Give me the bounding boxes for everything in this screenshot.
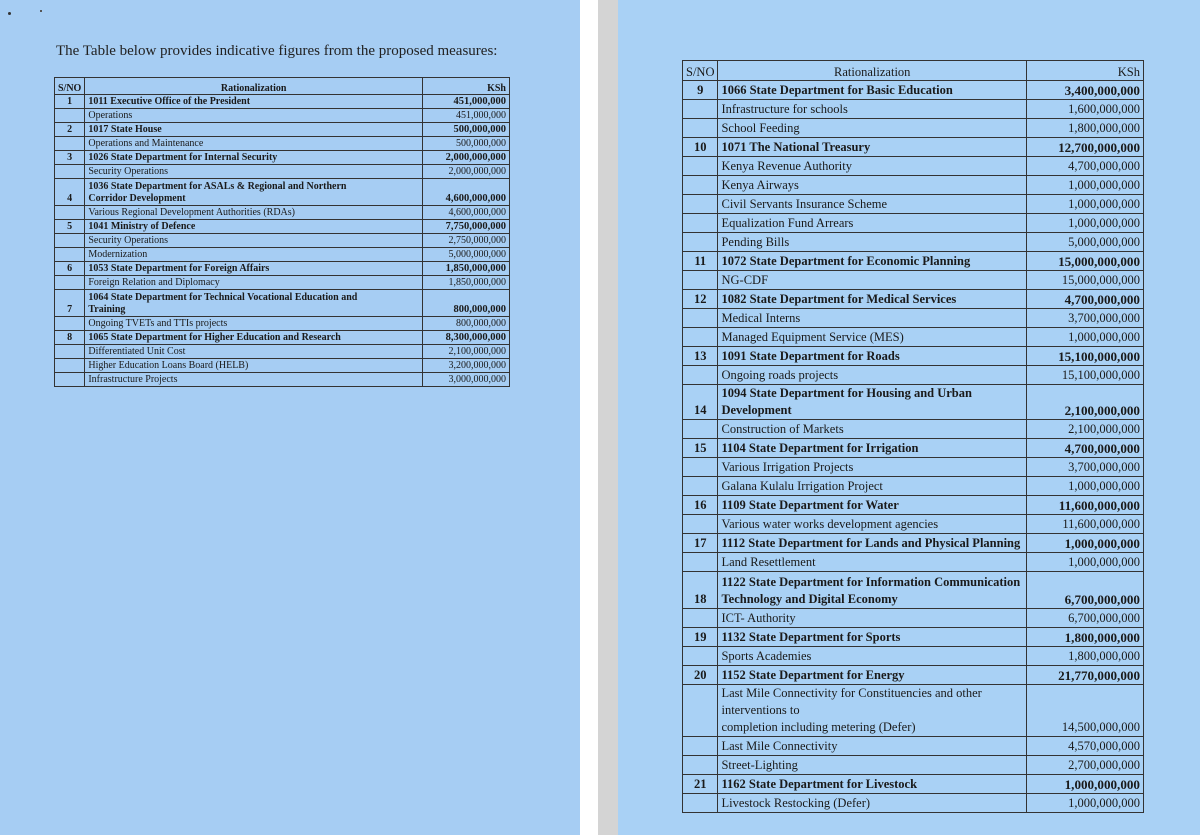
rationalization-cell: Higher Education Loans Board (HELB) — [85, 359, 423, 373]
page-gap-shadow — [598, 0, 618, 835]
table-row-item — [55, 206, 510, 220]
rationalization-cell: 1152 State Department for Energy — [718, 666, 1027, 685]
rationalization-cell: 1094 State Department for Housing and Urban Development — [718, 385, 1027, 420]
sno-cell — [55, 248, 85, 262]
rationalization-cell: Galana Kulalu Irrigation Project — [718, 477, 1027, 496]
amount-cell: 7,750,000,000 — [423, 220, 510, 234]
rationalization-cell: 1065 State Department for Higher Education and Research — [85, 331, 423, 345]
rationalization-cell — [718, 685, 1027, 737]
rationalization-cell: 1011 Executive Office of the President — [85, 95, 423, 109]
table-row-item — [683, 609, 1144, 628]
table-row-item — [55, 137, 510, 151]
amount-cell: 451,000,000 — [423, 109, 510, 123]
amount-cell: 4,700,000,000 — [1027, 290, 1144, 309]
amount-cell: 8,300,000,000 — [423, 331, 510, 345]
rationalization-cell: Ongoing roads projects — [718, 366, 1027, 385]
table-row-item — [683, 647, 1144, 666]
sno-cell — [683, 366, 718, 385]
sno-cell: 20 — [683, 666, 718, 685]
rationalization-cell: 1132 State Department for Sports — [718, 628, 1027, 647]
table-row-department — [683, 252, 1144, 271]
rationalization-cell: Foreign Relation and Diplomacy — [85, 276, 423, 290]
table-row-department — [55, 151, 510, 165]
rationalization-cell: Equalization Fund Arrears — [718, 214, 1027, 233]
sno-cell — [683, 420, 718, 439]
sno-cell: 9 — [683, 81, 718, 100]
table-row-item — [55, 109, 510, 123]
sno-cell: 21 — [683, 775, 718, 794]
table-row-item — [55, 317, 510, 331]
rationalization-line: 1036 State Department for ASALs & Regional and Northern — [88, 181, 347, 192]
table-row-item — [683, 420, 1144, 439]
sno-cell — [683, 157, 718, 176]
amount-cell: 2,000,000,000 — [423, 165, 510, 179]
table-row-item — [55, 165, 510, 179]
table-row-department — [683, 385, 1144, 420]
table-row-item — [683, 458, 1144, 477]
table-row-department — [683, 347, 1144, 366]
sno-cell — [55, 345, 85, 359]
sno-cell — [55, 109, 85, 123]
sno-cell: 6 — [55, 262, 85, 276]
rationalization-line: 1122 State Department for Information Communication — [721, 575, 1021, 589]
amount-cell: 1,000,000,000 — [1027, 328, 1144, 347]
sno-cell — [55, 317, 85, 331]
sno-cell — [683, 214, 718, 233]
sno-cell — [683, 195, 718, 214]
rationalization-cell: School Feeding — [718, 119, 1027, 138]
rationalization-cell: Livestock Restocking (Defer) — [718, 794, 1027, 813]
sno-cell — [683, 647, 718, 666]
table-row-item — [683, 685, 1144, 737]
right-table — [682, 60, 1144, 813]
header-rationalization: Rationalization — [85, 78, 423, 95]
sno-cell: 19 — [683, 628, 718, 647]
table-row-item — [683, 233, 1144, 252]
amount-cell: 1,000,000,000 — [1027, 553, 1144, 572]
rationalization-line: completion including metering (Defer) — [721, 720, 916, 734]
table-row-department — [683, 628, 1144, 647]
table-row-department — [683, 496, 1144, 515]
amount-cell: 2,100,000,000 — [1027, 420, 1144, 439]
amount-cell: 2,750,000,000 — [423, 234, 510, 248]
sno-cell: 14 — [683, 385, 718, 420]
sno-cell: 12 — [683, 290, 718, 309]
rationalization-cell — [85, 179, 423, 206]
sno-cell — [683, 609, 718, 628]
sno-cell — [683, 794, 718, 813]
amount-cell: 1,000,000,000 — [1027, 195, 1144, 214]
header-rationalization: Rationalization — [718, 61, 1027, 81]
table-row-department — [55, 220, 510, 234]
sno-cell: 2 — [55, 123, 85, 137]
table-row-department — [683, 534, 1144, 553]
rationalization-cell: Various water works development agencies — [718, 515, 1027, 534]
table-row-item — [683, 794, 1144, 813]
sno-cell — [55, 359, 85, 373]
sno-cell — [55, 165, 85, 179]
rationalization-cell: Kenya Airways — [718, 176, 1027, 195]
table-row-item — [683, 756, 1144, 775]
rationalization-cell: Operations — [85, 109, 423, 123]
rationalization-cell: Construction of Markets — [718, 420, 1027, 439]
left-table-body — [55, 95, 510, 387]
amount-cell: 14,500,000,000 — [1027, 685, 1144, 737]
table-row-item — [683, 328, 1144, 347]
amount-cell: 1,600,000,000 — [1027, 100, 1144, 119]
rationalization-cell: Security Operations — [85, 234, 423, 248]
amount-cell: 800,000,000 — [423, 290, 510, 317]
sno-cell — [683, 515, 718, 534]
table-row-item — [55, 234, 510, 248]
amount-cell: 451,000,000 — [423, 95, 510, 109]
sno-cell: 8 — [55, 331, 85, 345]
rationalization-cell: Managed Equipment Service (MES) — [718, 328, 1027, 347]
rationalization-cell: ICT- Authority — [718, 609, 1027, 628]
table-row-item — [55, 359, 510, 373]
amount-cell: 21,770,000,000 — [1027, 666, 1144, 685]
rationalization-cell: Pending Bills — [718, 233, 1027, 252]
header-sno: S/NO — [683, 61, 718, 81]
table-row-department — [683, 666, 1144, 685]
amount-cell: 2,000,000,000 — [423, 151, 510, 165]
table-row-department — [683, 572, 1144, 609]
rationalization-cell — [85, 290, 423, 317]
sno-cell — [683, 477, 718, 496]
sno-cell: 3 — [55, 151, 85, 165]
sno-cell: 11 — [683, 252, 718, 271]
table-row-department — [683, 81, 1144, 100]
rationalization-cell: Ongoing TVETs and TTIs projects — [85, 317, 423, 331]
rationalization-cell: Street-Lighting — [718, 756, 1027, 775]
sno-cell: 18 — [683, 572, 718, 609]
sno-cell — [55, 373, 85, 387]
amount-cell: 1,850,000,000 — [423, 276, 510, 290]
sno-cell — [683, 328, 718, 347]
amount-cell: 6,700,000,000 — [1027, 572, 1144, 609]
amount-cell: 1,000,000,000 — [1027, 477, 1144, 496]
rationalization-cell: Medical Interns — [718, 309, 1027, 328]
amount-cell: 3,400,000,000 — [1027, 81, 1144, 100]
rationalization-cell: Various Regional Development Authorities (RDAs) — [85, 206, 423, 220]
sno-cell — [683, 271, 718, 290]
sno-cell — [55, 276, 85, 290]
amount-cell: 1,800,000,000 — [1027, 119, 1144, 138]
sno-cell — [55, 206, 85, 220]
amount-cell: 4,570,000,000 — [1027, 737, 1144, 756]
rationalization-line: Training — [88, 304, 126, 315]
amount-cell: 5,000,000,000 — [423, 248, 510, 262]
amount-cell: 3,000,000,000 — [423, 373, 510, 387]
rationalization-line: Technology and Digital Economy — [721, 592, 898, 606]
table-row-item — [55, 276, 510, 290]
amount-cell: 800,000,000 — [423, 317, 510, 331]
table-row-item — [683, 309, 1144, 328]
amount-cell: 15,000,000,000 — [1027, 252, 1144, 271]
header-ksh: KSh — [1027, 61, 1144, 81]
amount-cell: 1,000,000,000 — [1027, 775, 1144, 794]
amount-cell: 3,700,000,000 — [1027, 309, 1144, 328]
rationalization-cell: Operations and Maintenance — [85, 137, 423, 151]
table-row-item — [683, 515, 1144, 534]
right-table-body — [683, 81, 1144, 813]
sno-cell: 5 — [55, 220, 85, 234]
amount-cell: 11,600,000,000 — [1027, 515, 1144, 534]
amount-cell: 4,700,000,000 — [1027, 157, 1144, 176]
rationalization-cell: Infrastructure for schools — [718, 100, 1027, 119]
amount-cell: 5,000,000,000 — [1027, 233, 1144, 252]
amount-cell: 15,100,000,000 — [1027, 347, 1144, 366]
rationalization-cell — [718, 572, 1027, 609]
scan-speck — [40, 10, 42, 12]
sno-cell — [55, 234, 85, 248]
table-row-item — [683, 119, 1144, 138]
amount-cell: 1,000,000,000 — [1027, 176, 1144, 195]
amount-cell: 1,800,000,000 — [1027, 628, 1144, 647]
amount-cell: 12,700,000,000 — [1027, 138, 1144, 157]
sno-cell — [683, 119, 718, 138]
sno-cell: 17 — [683, 534, 718, 553]
table-row-department — [55, 95, 510, 109]
table-row-item — [683, 195, 1144, 214]
rationalization-cell: 1112 State Department for Lands and Physical Planning — [718, 534, 1027, 553]
sno-cell — [683, 309, 718, 328]
table-row-department — [683, 290, 1144, 309]
table-row-department — [683, 439, 1144, 458]
header-ksh: KSh — [423, 78, 510, 95]
sno-cell — [683, 458, 718, 477]
rationalization-cell: Security Operations — [85, 165, 423, 179]
sno-cell — [683, 685, 718, 737]
table-row-department — [683, 138, 1144, 157]
rationalization-cell: Land Resettlement — [718, 553, 1027, 572]
table-row-department — [683, 775, 1144, 794]
rationalization-cell: NG-CDF — [718, 271, 1027, 290]
rationalization-cell: 1109 State Department for Water — [718, 496, 1027, 515]
sno-cell — [683, 737, 718, 756]
rationalization-cell: Last Mile Connectivity — [718, 737, 1027, 756]
rationalization-cell: 1026 State Department for Internal Security — [85, 151, 423, 165]
amount-cell: 11,600,000,000 — [1027, 496, 1144, 515]
table-row-item — [683, 553, 1144, 572]
table-row-item — [683, 737, 1144, 756]
table-header-row — [55, 78, 510, 95]
rationalization-cell: 1104 State Department for Irrigation — [718, 439, 1027, 458]
amount-cell: 6,700,000,000 — [1027, 609, 1144, 628]
amount-cell: 15,100,000,000 — [1027, 366, 1144, 385]
sno-cell: 1 — [55, 95, 85, 109]
table-header-row — [683, 61, 1144, 81]
table-row-department — [55, 123, 510, 137]
rationalization-cell: 1071 The National Treasury — [718, 138, 1027, 157]
table-row-department — [55, 262, 510, 276]
rationalization-cell: 1162 State Department for Livestock — [718, 775, 1027, 794]
table-row-item — [683, 477, 1144, 496]
amount-cell: 3,700,000,000 — [1027, 458, 1144, 477]
sno-cell — [683, 756, 718, 775]
amount-cell: 1,000,000,000 — [1027, 794, 1144, 813]
table-row-item — [683, 176, 1144, 195]
rationalization-cell: 1091 State Department for Roads — [718, 347, 1027, 366]
amount-cell: 1,850,000,000 — [423, 262, 510, 276]
sno-cell: 7 — [55, 290, 85, 317]
amount-cell: 15,000,000,000 — [1027, 271, 1144, 290]
amount-cell: 1,800,000,000 — [1027, 647, 1144, 666]
sno-cell — [55, 137, 85, 151]
amount-cell: 500,000,000 — [423, 123, 510, 137]
table-row-item — [55, 345, 510, 359]
sno-cell: 4 — [55, 179, 85, 206]
table-row-department — [55, 331, 510, 345]
amount-cell: 4,700,000,000 — [1027, 439, 1144, 458]
amount-cell: 2,100,000,000 — [1027, 385, 1144, 420]
table-row-item — [55, 373, 510, 387]
rationalization-cell: Infrastructure Projects — [85, 373, 423, 387]
rationalization-cell: Kenya Revenue Authority — [718, 157, 1027, 176]
sno-cell — [683, 100, 718, 119]
sno-cell: 10 — [683, 138, 718, 157]
sno-cell — [683, 233, 718, 252]
amount-cell: 3,200,000,000 — [423, 359, 510, 373]
rationalization-cell: Sports Academies — [718, 647, 1027, 666]
rationalization-line: Corridor Development — [88, 193, 186, 204]
amount-cell: 4,600,000,000 — [423, 179, 510, 206]
intro-text: The Table below provides indicative figures from the proposed measures: — [56, 43, 498, 59]
rationalization-cell: 1041 Ministry of Defence — [85, 220, 423, 234]
table-row-item — [683, 100, 1144, 119]
left-table — [54, 77, 510, 387]
amount-cell: 2,700,000,000 — [1027, 756, 1144, 775]
sno-cell — [683, 176, 718, 195]
scan-speck — [8, 12, 11, 15]
rationalization-cell: 1017 State House — [85, 123, 423, 137]
table-row-item — [683, 157, 1144, 176]
rationalization-cell: Civil Servants Insurance Scheme — [718, 195, 1027, 214]
rationalization-cell: 1072 State Department for Economic Planning — [718, 252, 1027, 271]
sno-cell — [683, 553, 718, 572]
rationalization-cell: Differentiated Unit Cost — [85, 345, 423, 359]
table-row-item — [683, 214, 1144, 233]
sno-cell: 16 — [683, 496, 718, 515]
table-row-item — [683, 366, 1144, 385]
amount-cell: 1,000,000,000 — [1027, 534, 1144, 553]
table-row-department — [55, 179, 510, 206]
rationalization-cell: Various Irrigation Projects — [718, 458, 1027, 477]
amount-cell: 2,100,000,000 — [423, 345, 510, 359]
header-sno: S/NO — [55, 78, 85, 95]
rationalization-line: Last Mile Connectivity for Constituencies and other interventions to — [721, 686, 982, 717]
amount-cell: 4,600,000,000 — [423, 206, 510, 220]
sno-cell: 15 — [683, 439, 718, 458]
amount-cell: 500,000,000 — [423, 137, 510, 151]
rationalization-cell: 1066 State Department for Basic Education — [718, 81, 1027, 100]
table-row-department — [55, 290, 510, 317]
amount-cell: 1,000,000,000 — [1027, 214, 1144, 233]
rationalization-cell: 1082 State Department for Medical Services — [718, 290, 1027, 309]
rationalization-cell: 1053 State Department for Foreign Affairs — [85, 262, 423, 276]
table-row-item — [683, 271, 1144, 290]
rationalization-line: 1064 State Department for Technical Vocational Education and — [88, 292, 358, 303]
page-gap — [580, 0, 598, 835]
sno-cell: 13 — [683, 347, 718, 366]
rationalization-cell: Modernization — [85, 248, 423, 262]
table-row-item — [55, 248, 510, 262]
